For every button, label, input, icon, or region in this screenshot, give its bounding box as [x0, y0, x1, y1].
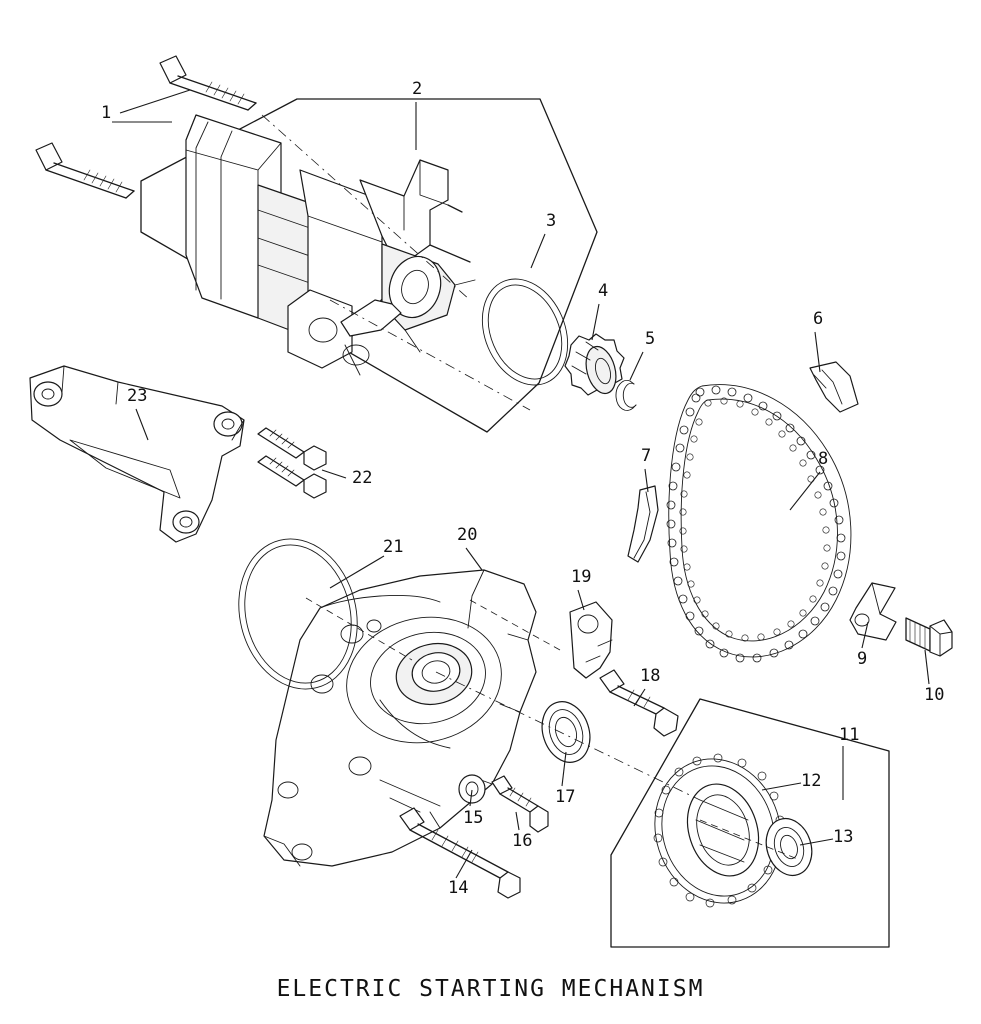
part-5-circlip [616, 380, 636, 410]
part-7-chain-guide-lower [628, 486, 658, 562]
callout-15: 15 [463, 808, 484, 828]
part-15-washer [459, 775, 485, 803]
callout-1: 1 [101, 103, 112, 123]
callout-20: 20 [457, 525, 478, 545]
part-9-tensioner-plate [850, 583, 896, 640]
part-6-chain-guide-upper [810, 362, 858, 412]
part-10-tensioner-bolt [906, 618, 952, 656]
callout-21: 21 [383, 537, 404, 557]
callout-5: 5 [645, 329, 656, 349]
part-19-tensioner-arm [570, 602, 612, 678]
callout-19: 19 [571, 567, 592, 587]
part-16-cover-bolt-short [492, 776, 548, 832]
part-22-bracket-bolt-upper [258, 428, 326, 470]
part-8-starter-chain [667, 385, 851, 662]
part-4-drive-gear [565, 334, 624, 397]
callout-14: 14 [448, 878, 469, 898]
callout-23: 23 [127, 386, 148, 406]
part-1-starter-bolt-upper [160, 56, 256, 110]
part-3-o-ring [467, 266, 584, 399]
callout-3: 3 [546, 211, 557, 231]
callout-2: 2 [412, 79, 423, 99]
callout-10: 10 [924, 685, 945, 705]
part-1-starter-bolt-lower [36, 143, 134, 198]
callout-17: 17 [555, 787, 576, 807]
callout-13: 13 [833, 827, 854, 847]
callout-18: 18 [640, 666, 661, 686]
callout-9: 9 [857, 649, 868, 669]
callout-16: 16 [512, 831, 533, 851]
part-18-flange-bolt [600, 666, 678, 736]
part-17-oil-seal [535, 695, 598, 768]
callout-7: 7 [641, 446, 652, 466]
callout-22: 22 [352, 468, 373, 488]
figure-title: ELECTRIC STARTING MECHANISM [276, 976, 705, 1002]
callout-8: 8 [818, 449, 829, 469]
callout-6: 6 [813, 309, 824, 329]
callout-4: 4 [598, 281, 609, 301]
part-2-starter-motor [186, 115, 475, 375]
callout-11: 11 [839, 725, 860, 745]
callout-12: 12 [801, 771, 822, 791]
